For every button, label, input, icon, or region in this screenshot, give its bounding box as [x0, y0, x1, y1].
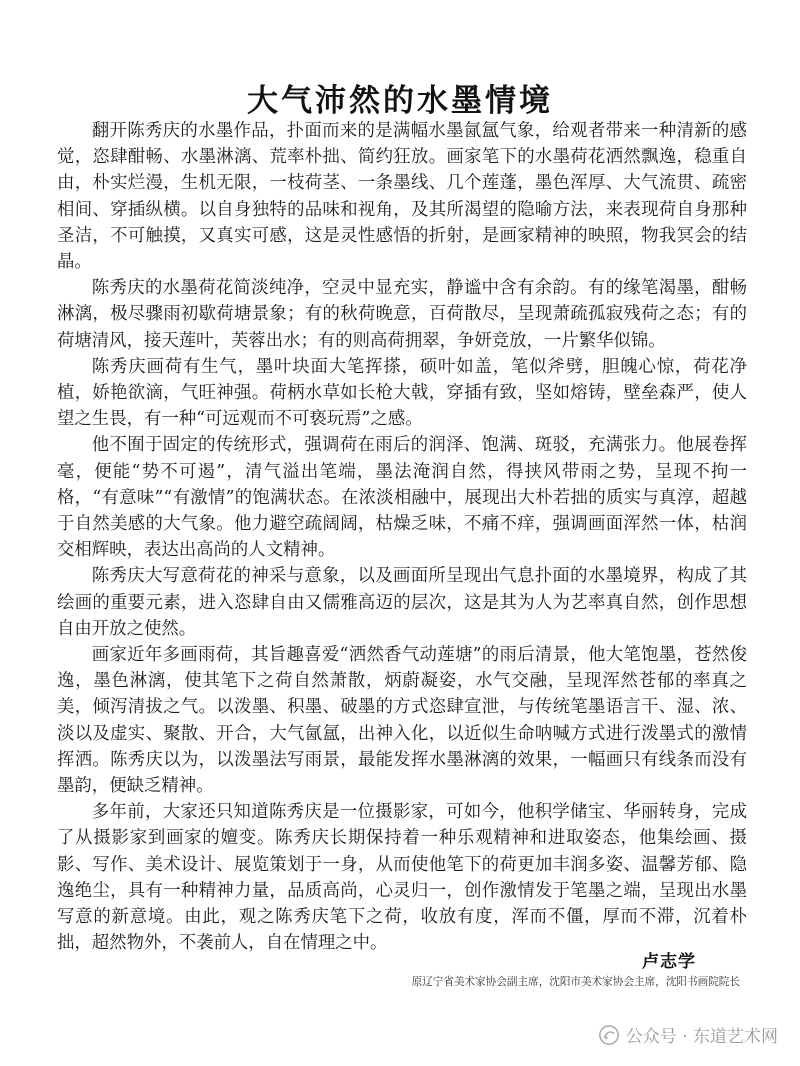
paragraph: 多年前，大家还只知道陈秀庆是一位摄影家，可如今，他积学储宝、华丽转身，完成了从摄影家到画家的嬗变。陈秀庆长期保持着一种乐观精神和进取姿态，他集绘画、摄影、写作、美术设计、展览策划于一身，从而使他笔下的荷更加丰润多姿、温馨芳郁、隐逸绝尘，具有一种精神力量，品质高尚，心灵归一，创作激情发于笔墨之端，呈现出水墨写意的新意境。由此，观之陈秀庆笔下之荷，收放有度，浑而不僵，厚而不滞，沉着朴拙，超然物外，不袭前人，自在情理之中。	[57, 802, 747, 954]
paragraph: 画家近年多画雨荷，其旨趣喜爱“洒然香气动莲塘”的雨后清景，他大笔饱墨，苍然俊逸，墨色淋漓，使其笔下之荷自然萧散，炳蔚凝姿，水气交融，呈现浑然苍郁的率真之美，倾泻清拔之气。以泼墨、积墨、破墨的方式恣肆宣泄，与传统笔墨语言干、湿、浓、淡以及虚实、聚散、开合，大气氤氲，出神入化，以近似生命呐喊方式进行泼墨式的激情挥洒。陈秀庆以为，以泼墨法写雨景，最能发挥水墨淋漓的效果，一幅画只有线条而没有墨韵，便缺乏精神。	[57, 645, 747, 797]
paragraph: 他不囿于固定的传统形式，强调荷在雨后的润泽、饱满、斑驳，充满张力。他展卷挥毫，便能“势不可遏”，清气溢出笔端，墨法淹润自然，得挟风带雨之势，呈现不拘一格，“有意味”“有激情”的饱满状态。在浓淡相融中，展现出大朴若拙的质实与真淳，超越于自然美感的大气象。他力避空疏阔阔，枯燥乏味，不痛不痒，强调画面浑然一体，枯润交相辉映，表达出高尚的人文精神。	[57, 435, 747, 561]
article-body	[57, 118, 747, 957]
watermark-text: 公众号 · 东道艺术网	[625, 1027, 778, 1047]
paragraph: 陈秀庆画荷有生气，墨叶块面大笔挥搽，硕叶如盖，笔似斧劈，胆魄心惊，荷花净植，娇艳欲滴，气旺神强。荷柄水草如长枪大戟，穿插有致，坚如熔铸，壁垒森严，使人望之生畏，有一种“可远观而不可亵玩焉”之感。	[57, 356, 747, 430]
author-name: 卢志学	[642, 952, 696, 972]
paragraph: 陈秀庆的水墨荷花简淡纯净，空灵中显充实，静谧中含有余韵。有的缘笔渴墨，酣畅淋漓，极尽骤雨初歇荷塘景象；有的秋荷晚意，百荷散尽，呈现萧疏孤寂残荷之态；有的荷塘清风，接天莲叶，芙蓉出水；有的则高荷拥翠，争妍竞放，一片繁华似锦。	[57, 278, 747, 351]
paragraph: 陈秀庆大写意荷花的神采与意象，以及画面所呈现出气息扑面的水墨境界，构成了其绘画的重要元素，进入恣肆自由又儒雅高迈的层次，这是其为人为艺率真自然，创作思想自由开放之使然。	[57, 566, 747, 639]
wechat-official-account-icon	[598, 1024, 620, 1046]
author-affiliation: 原辽宁省美术家协会副主席，沈阳市美术家协会主席，沈阳书画院院长	[411, 976, 740, 988]
article-title: 大气沛然的水墨情境	[247, 82, 553, 119]
watermark	[598, 1022, 778, 1047]
paragraph: 翻开陈秀庆的水墨作品，扑面而来的是满幅水墨氤氲气象，给观者带来一种清新的感觉，恣肆酣畅、水墨淋漓、荒率朴拙、简约狂放。画家笔下的水墨荷花洒然飘逸，稳重自由，朴实烂漫，生机无限，一枝荷茎、一条墨线、几个莲蓬，墨色浑厚、大气流贯、疏密相间、穿插纵横。以自身独特的品味和视角，及其所渴望的隐喻方法，来表现荷自身那种圣洁，不可触摸，又真实可感，这是灵性感悟的折射，是画家精神的映照，物我冥会的结晶。	[57, 121, 747, 273]
